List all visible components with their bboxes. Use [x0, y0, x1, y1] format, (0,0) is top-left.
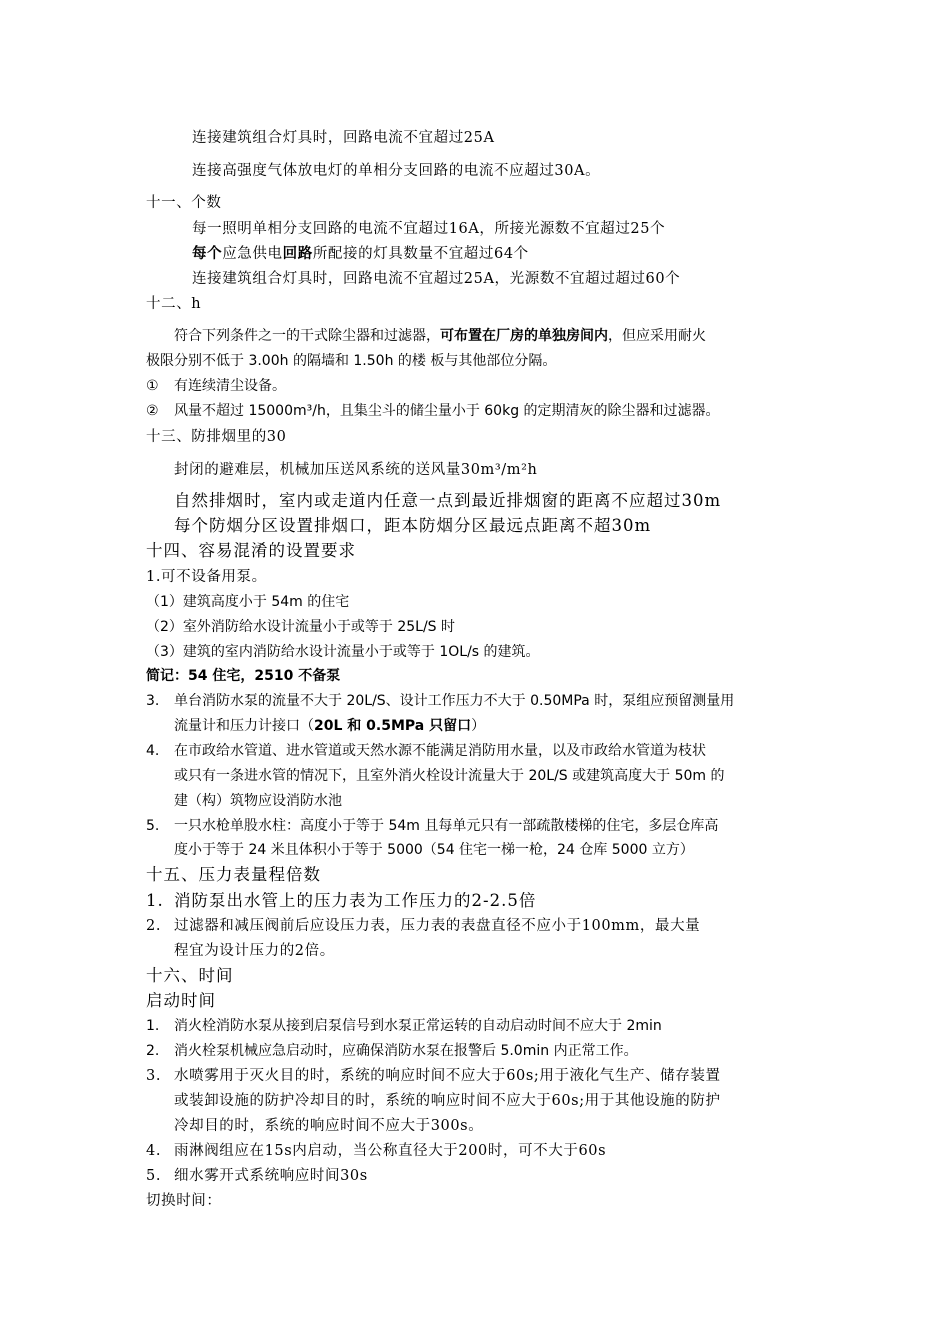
text-line: [146, 669, 340, 683]
subsection-heading: 启动时间: [146, 991, 216, 1010]
text-span: 过滤器和减压阀前后应设压力表，压力表的表盘直径不应小于100mm，最大量: [174, 918, 701, 934]
list-item: [146, 1019, 662, 1033]
list-item: [146, 1069, 721, 1084]
list-number: 4.: [146, 1143, 162, 1159]
list-item: [146, 1044, 638, 1058]
list-item: [146, 893, 536, 910]
text-line: 或只有一条进水管的情况下，且室外消火栓设计流量大于 20L/S 或建筑高度大于 50m 的: [174, 768, 725, 784]
text-line: 或装卸设施的防护冷却目的时，系统的响应时间不应大于60s;用于其他设施的防护: [174, 1093, 721, 1109]
text-line: 建（构）筑物应设消防水池: [174, 793, 342, 809]
text-line: （2）室外消防给水设计流量小于或等于 25L/S 时: [146, 619, 456, 635]
text-span: 消防泵出水管上的压力表为工作压力的2-2.5倍: [174, 891, 537, 910]
text-line: 连接建筑组合灯具时，回路电流不宜超过25A: [192, 130, 495, 146]
bold-text: 每个: [192, 245, 223, 262]
list-number: 4.: [146, 743, 160, 759]
section-heading: 十四、容易混淆的设置要求: [146, 541, 356, 560]
list-item: [146, 819, 718, 833]
text-span: 风量不超过 15000m³/h，且集尘斗的储尘量小于 60kg 的定期清灰的除尘器和过滤器。: [174, 403, 720, 419]
text-span: 单台消防水泵的流量不大于 20L/S、设计工作压力不大于 0.50MPa 时，泵组应预留测量用: [174, 693, 735, 709]
list-marker: ①: [146, 378, 159, 394]
section-heading: 十五、压力表量程倍数: [146, 865, 321, 884]
text-line: （1）建筑高度小于 54m 的住宅: [146, 594, 350, 610]
section-heading: 十三、防排烟里的30: [146, 429, 287, 445]
list-item: [146, 379, 286, 393]
list-item: [146, 1144, 606, 1159]
text-line: 1.可不设备用泵。: [146, 569, 267, 585]
list-marker: ②: [146, 403, 159, 419]
text-line: [192, 247, 529, 262]
text-line: 极限分别不低于 3.00h 的隔墙和 1.50h 的楼 板与其他部位分隔。: [146, 353, 557, 369]
list-number: 1.: [146, 1018, 160, 1034]
text-span: 一只水枪单股水柱：高度小于等于 54m 且每单元只有一部疏散楼梯的住宅，多层仓库高: [174, 818, 719, 834]
text-line: 每个防烟分区设置排烟口，距本防烟分区最远点距离不超30m: [174, 516, 652, 535]
bold-text: 可布置在厂房的单独房间内: [440, 328, 608, 344]
bold-text: 20L 和 0.5MPa 只留口: [314, 718, 472, 734]
list-item: [146, 919, 700, 934]
text-span: 在市政给水管道、进水管道或天然水源不能满足消防用水量，以及市政给水管道为枝状: [174, 743, 706, 759]
text-span: 雨淋阀组应在15s内启动，当公称直径大于200时，可不大于60s: [174, 1143, 607, 1159]
text-line: 冷却目的时，系统的响应时间不应大于300s。: [174, 1118, 484, 1134]
bold-text: 简记：54 住宅，2510 不备泵: [146, 668, 341, 684]
text-span: ）: [471, 718, 486, 734]
text-line: 自然排烟时，室内或走道内任意一点到最近排烟窗的距离不应超过30m: [174, 491, 722, 510]
list-item: [146, 694, 734, 708]
text-span: 水喷雾用于灭火目的时，系统的响应时间不应大于60s;用于液化气生产、储存装置: [174, 1068, 721, 1084]
text-span: 有连续清尘设备。: [174, 378, 286, 394]
list-number: 3.: [146, 1068, 162, 1084]
text-span: 细水雾开式系统响应时间30s: [174, 1168, 368, 1184]
bold-text: 回路: [282, 245, 313, 262]
text-line: [174, 329, 706, 343]
text-line: [174, 719, 485, 733]
list-item: [146, 404, 720, 418]
text-span: 符合下列条件之一的干式除尘器和过滤器，: [174, 328, 440, 344]
text-line: 每一照明单相分支回路的电流不宜超过16A，所接光源数不宜超过25个: [192, 221, 666, 237]
text-span: 应急供电: [222, 246, 283, 262]
text-line: （3）建筑的室内消防给水设计流量小于或等于 1OL/s 的建筑。: [146, 644, 540, 660]
text-line: 程宜为设计压力的2倍。: [174, 943, 335, 959]
text-span: 所配接的灯具数量不宜超过64个: [312, 246, 529, 262]
list-number: 5.: [146, 818, 160, 834]
list-number: 1.: [146, 891, 164, 910]
text-span: 消火栓泵机械应急启动时，应确保消防水泵在报警后 5.0min 内正常工作。: [174, 1043, 638, 1059]
text-line: 连接建筑组合灯具时，回路电流不宜超过25A，光源数不宜超过超过60个: [192, 271, 681, 287]
list-item: [146, 1169, 368, 1184]
list-number: 2.: [146, 1043, 160, 1059]
list-number: 5.: [146, 1168, 162, 1184]
text-span: ，但应采用耐火: [608, 328, 706, 344]
list-number: 3.: [146, 693, 160, 709]
text-line: 封闭的避难层，机械加压送风系统的送风量30m³/m²h: [174, 462, 538, 478]
section-heading: 十六、时间: [146, 966, 234, 985]
list-item: [146, 744, 706, 758]
text-line: 连接高强度气体放电灯的单相分支回路的电流不应超过30A。: [192, 163, 601, 179]
section-heading: 十一、个数: [146, 195, 222, 211]
text-line: 度小于等于 24 米且体积小于等于 5000（54 住宅一梯一枪，24 仓库 5000 立方）: [174, 842, 694, 858]
list-number: 2.: [146, 918, 162, 934]
text-span: 消火栓消防水泵从接到启泵信号到水泵正常运转的自动启动时间不应大于 2min: [174, 1018, 662, 1034]
text-line: 切换时间：: [146, 1193, 222, 1209]
section-heading: 十二、h: [146, 296, 202, 312]
text-span: 流量计和压力计接口（: [174, 718, 314, 734]
